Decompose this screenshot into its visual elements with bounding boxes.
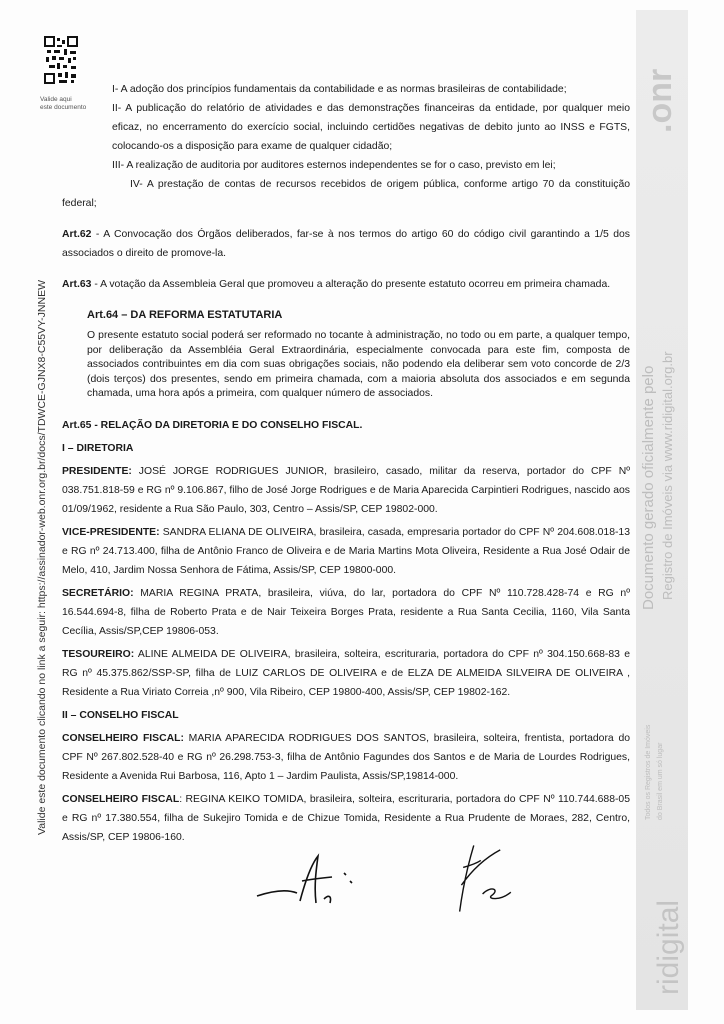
member-role: CONSELHEIRO FISCAL: — [62, 732, 184, 744]
art65-heading: Art.65 - RELAÇÃO DA DIRETORIA E DO CONSELHO FISCAL. — [62, 419, 363, 431]
document-body — [62, 80, 630, 911]
member-secretario — [62, 584, 630, 641]
qr-caption — [40, 96, 87, 112]
member-role: SECRETÁRIO: — [62, 587, 134, 599]
art63-paragraph — [62, 275, 630, 294]
item-iii: III- A realização de auditoria por auditores esternos independentes se for o caso, previsto em lei; — [112, 160, 556, 171]
signature-1 — [252, 851, 362, 911]
art63-text: - A votação da Assembleia Geral que promoveu a alteração do presente estatuto ocorreu em primeira chamada. — [91, 279, 611, 290]
signature-2 — [442, 841, 532, 916]
member-details: SANDRA ELIANA DE OLIVEIRA, brasileira, casada, empresaria portador do CPF Nº 204.608.018-13 e RG nº 24.713.400, filha de Antônio Franco de Oliveira e de Maria Martins Mota Oliveira, Residente a Rua José Odair de Melo, 410, Jardim Nossa Senhora de Fátima, Assis/SP, CEP 19800-000. — [62, 526, 630, 576]
art64-heading: Art.64 – DA REFORMA ESTATUTARIA — [87, 309, 283, 321]
validation-link[interactable]: Valide este documento clicando no link a seguir: https://assinador-web.onr.org.br/docs/TDWCE-GJNX8-C55VY-JNNEW — [36, 280, 48, 835]
watermark-line2: Registro de Imóveis via www.ridigital.org.br — [660, 351, 675, 600]
member-details: MARIA REGINA PRATA, brasileira, viúva, do lar, portadora do CPF Nº 110.728.428-74 e RG nº 16.544.694-8, filha de Roberto Prata e de Nair Teixeira Borges Prata, residente a Rua Santa Cecilia, 1160, Vila Santa Cecília, Assis/SP,CEP 19806-053. — [62, 587, 630, 637]
art62-label: Art.62 — [62, 229, 92, 240]
conselho-heading: II – CONSELHO FISCAL — [62, 709, 179, 721]
watermark-tagline1: Todos os Registros de Imóveis — [645, 724, 652, 820]
member-conselheiro-2 — [62, 790, 630, 847]
art63-label: Art.63 — [62, 279, 92, 290]
art64-text: O presente estatuto social poderá ser reformado no tocante à administração, no todo ou em parte, a qualquer tempo, por deliberação da Assembléia Geral Extraordinária, especialmente convocada para este fim, composta de associados contribuintes em dia com suas obrigações sociais, não podendo ela deliberar sem voto concorde de 2/3 (dois terços) dos presentes, sendo em primeira chamada, com a maioria absoluta dos associados e em segunda chamada, uma hora após a primeira, com qualquer número de associados. — [87, 330, 630, 399]
member-vice-presidente — [62, 523, 630, 580]
member-role: PRESIDENTE: — [62, 465, 132, 477]
art62-text: - A Convocação dos Órgãos deliberados, far-se à nos termos do artigo 60 do código civil garantindo a 1/5 dos associados o direito de promove-la. — [62, 229, 630, 259]
qr-code-icon[interactable] — [44, 36, 78, 84]
qr-caption-line2: este documento — [40, 104, 87, 111]
member-details: : REGINA KEIKO TOMIDA, brasileira, solteira, escrituraria, portadora do CPF Nº 110.744.688-05 e RG nº 17.380.554, filha de Sukejiro Tomida e de Chizue Tomida, Residente a Rua Prudente de Moraes, 282, Centro, Assis/SP, CEP 19806-160. — [62, 793, 630, 843]
art62-paragraph — [62, 225, 630, 263]
member-details: ALINE ALMEIDA DE OLIVEIRA, brasileira, solteira, escrituraria, portadora do CPF nº 304.150.668-83 e RG nº 45.375.862/SSP-SP, filha de LUIZ CARLOS DE OLIVEIRA e de ELZA DE ALMEIDA SILVEIRA DE OLIVEIRA , Residente a Rua Viriato Correia ,nº 900, Vila Ribeiro, CEP 19800-400, Assis/SP, CEP 19802-162. — [62, 648, 630, 698]
member-role: VICE-PRESIDENTE: — [62, 526, 160, 538]
member-conselheiro-1 — [62, 729, 630, 786]
onr-logo: .onr — [641, 68, 679, 133]
item-ii: II- A publicação do relatório de atividades e das demonstrações financeiras da entidade, por qualquer meio eficaz, no encerramento do exercício social, incluindo certidões negativas de debito junto ao INSS e FGTS, colocando-os a disposição para exame de qualquer cidadão; — [112, 103, 630, 152]
signatures — [62, 851, 630, 911]
ridigital-logo: ridigital — [652, 899, 685, 995]
watermark-tagline2: do Brasil em um só lugar — [657, 742, 664, 820]
member-role: CONSELHEIRO FISCAL — [62, 793, 180, 805]
member-details: JOSÉ JORGE RODRIGUES JUNIOR, brasileiro, casado, militar da reserva, portador do CPF Nº 038.751.818-59 e RG nº 9.106.867, filho de José Jorge Rodrigues e de Maria Aparecida Carpintieri Rodrigues, nascido aos 01/09/1962, residente a Rua São Paulo, 303, Centro – Assis/SP, CEP 19802-000. — [62, 465, 630, 515]
item-i: I- A adoção dos princípios fundamentais da contabilidade e as normas brasileiras de contabilidade; — [112, 84, 567, 95]
diretoria-heading: I – DIRETORIA — [62, 442, 134, 454]
member-role: TESOUREIRO: — [62, 648, 135, 660]
item-iv: IV- A prestação de contas de recursos recebidos de origem pública, conforme artigo 70 da constituição federal; — [62, 179, 630, 209]
qr-caption-line1: Valide aqui — [40, 96, 72, 103]
member-tesoureiro — [62, 645, 630, 702]
member-presidente — [62, 462, 630, 519]
member-details: MARIA APARECIDA RODRIGUES DOS SANTOS, brasileira, solteira, frentista, portadora do CPF Nº 267.802.528-40 e RG nº 26.298.753-3, filha de Antônio Fagundes dos Santos e de Maria de Lourdes Rodrigues, Residente a Avenida Rui Barbosa, 116, Apto 1 – Jardim Paulista, Assis/SP,19814-000. — [62, 732, 630, 782]
watermark-line1: Documento gerado oficialmente pelo — [640, 365, 657, 610]
